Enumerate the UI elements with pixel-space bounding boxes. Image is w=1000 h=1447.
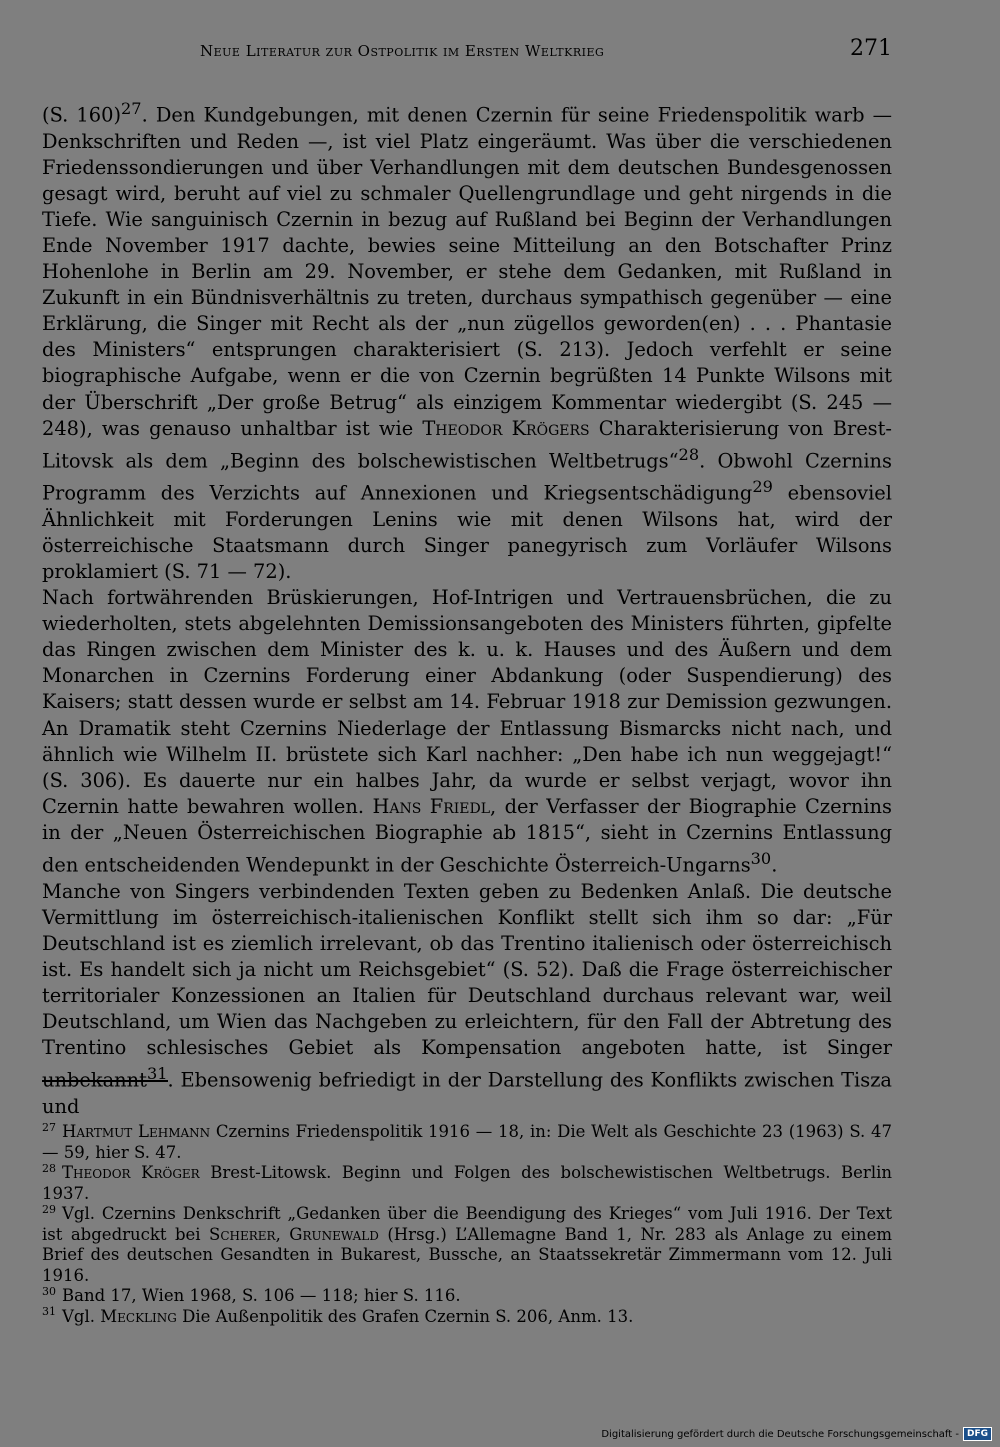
paragraph-3: Manche von Singers verbindenden Texten geben zu Bedenken Anlaß. Die deutsche Vermittlung im österreichisch-italienischen Konflikt stellt sich ihm so dar: „Für Deutschland ist es ziemlich irrelevant, ob das Trentino italienisch oder österreichisch ist. Es handelt sich ja nicht um Reichsgebiet“ (S. 52). Daß die Frage österreichischer territorialer Konzessionen an Italien für Deutschland durchaus relevant war, weil Deutschland, um Wien das Nachgeben zu erleichtern, für den Fall der Abtretung des Trentino schlesisches Gebiet als Kompensation angeboten hatte, ist Singer unbekannt$^{31}$. Ebensowenig befriedigt in der Darstellung des Konflikts zwischen Tisza und	[42, 879, 892, 1118]
author-name: Hans Friedl	[372, 794, 491, 818]
body-text	[42, 96, 892, 1120]
footnote-31: $^{31}$ Vgl. Meckling Die Außenpolitik des Grafen Czernin S. 206, Anm. 13.	[42, 1305, 634, 1326]
page-header	[42, 36, 892, 72]
footer-text: Digitalisierung gefördert durch die Deutsche Forschungsgemeinschaft -	[601, 1428, 959, 1440]
footnotes	[42, 1122, 892, 1327]
digitization-footer	[601, 1425, 992, 1443]
footnote-27: $^{27}$ Hartmut Lehmann Czernins Friedenspolitik 1916 — 18, in: Die Welt als Geschichte 23 (1963) S. 47 — 59, hier S. 47.	[42, 1120, 893, 1162]
paragraph-2: Nach fortwährenden Brüskierungen, Hof-Intrigen und Vertrauensbrüchen, die zu wiederholten, stets abgelehnten Demissionsangeboten des Ministers führten, gipfelte das Ringen zwischen dem Minister des k. u. k. Hauses und des Äußern und dem Monarchen in Czernins Forderung einer Abdankung (oder Suspendierung) des Kaisers; statt dessen wurde er selbst am 14. Februar 1918 zur Demission gezwungen. An Dramatik steht Czernins Niederlage der Entlassung Bismarcks nicht nach, und ähnlich wie Wilhelm II. brüstete sich Karl nachher: „Den habe ich nun weggejagt!“ (S. 306). Es dauerte nur ein halbes Jahr, da wurde er selbst verjagt, wovor ihn Czernin hatte bewahren wollen. Hans Friedl, der Verfasser der Biographie Czernins in der „Neuen Österreichischen Biographie ab 1815“, sieht in Czernins Entlassung den entscheidenden Wendepunkt in der Geschichte Österreich-Ungarns$^{30}$.	[42, 586, 892, 877]
footnote-30: $^{30}$ Band 17, Wien 1968, S. 106 — 118; hier S. 116.	[42, 1284, 461, 1305]
running-title: Neue Literatur zur Ostpolitik im Ersten Weltkrieg	[200, 42, 605, 60]
paragraph-1: (S. 160)$^{27}$. Den Kundgebungen, mit denen Czernin für seine Friedenspolitik warb — Denkschriften und Reden —, ist viel Platz eingeräumt. Was über die verschiedenen Friedenssondierungen und über Verhandlungen mit dem deutschen Bundesgenossen gesagt wird, beruht auf viel zu schmaler Quellengrundlage und geht nirgends in die Tiefe. Wie sanguinisch Czernin in bezug auf Rußland bei Beginn der Verhandlungen Ende November 1917 dachte, bewies seine Mitteilung an den Botschafter Prinz Hohenlohe in Berlin am 29. November, er stehe dem Gedanken, mit Rußland in Zukunft in ein Bündnisverhältnis zu treten, durchaus sympathisch gegenüber — eine Erklärung, die Singer mit Recht als der „nun zügellos geworden(en) . . . Phantasie des Ministers“ entsprungen charakterisiert (S. 213). Jedoch verfehlt er seine biographische Aufgabe, wenn er die von Czernin begrüßten 14 Punkte Wilsons mit der Überschrift „Der große Betrug“ als einzigem Kommentar wiedergibt (S. 245 — 248), was genauso unhaltbar ist wie Theodor Krögers Charakterisierung von Brest-Litovsk als dem „Beginn des bolschewistischen Weltbetrugs“$^{28}$. Obwohl Czernins Programm des Verzichts auf Annexionen und Kriegsentschädigung$^{29}$ ebensoviel Ähnlichkeit mit Forderungen Lenins wie mit denen Wilsons hat, wird der österreichische Staatsmann durch Singer panegyrisch zum Vorläufer Wilsons proklamiert (S. 71 — 72).	[42, 99, 893, 583]
dfg-logo-icon: DFG	[963, 1427, 992, 1441]
footnote-separator	[42, 1080, 168, 1082]
author-name: Theodor Krögers	[422, 416, 590, 440]
page-number: 271	[850, 36, 892, 61]
footnote-28: $^{28}$ Theodor Kröger Brest-Litowsk. Beginn und Folgen des bolschewistischen Weltbetrugs. Berlin 1937.	[42, 1161, 892, 1203]
footnote-29: $^{29}$ Vgl. Czernins Denkschrift „Gedanken über die Beendigung des Krieges“ vom Juli 1916. Der Text ist abgedruckt bei Scherer, Grunewald (Hrsg.) L’Allemagne Band 1, Nr. 283 als Anlage zu einem Brief des deutschen Gesandten in Bukarest, Bussche, an Staatssekretär Zimmermann vom 12. Juli 1916.	[42, 1202, 892, 1285]
